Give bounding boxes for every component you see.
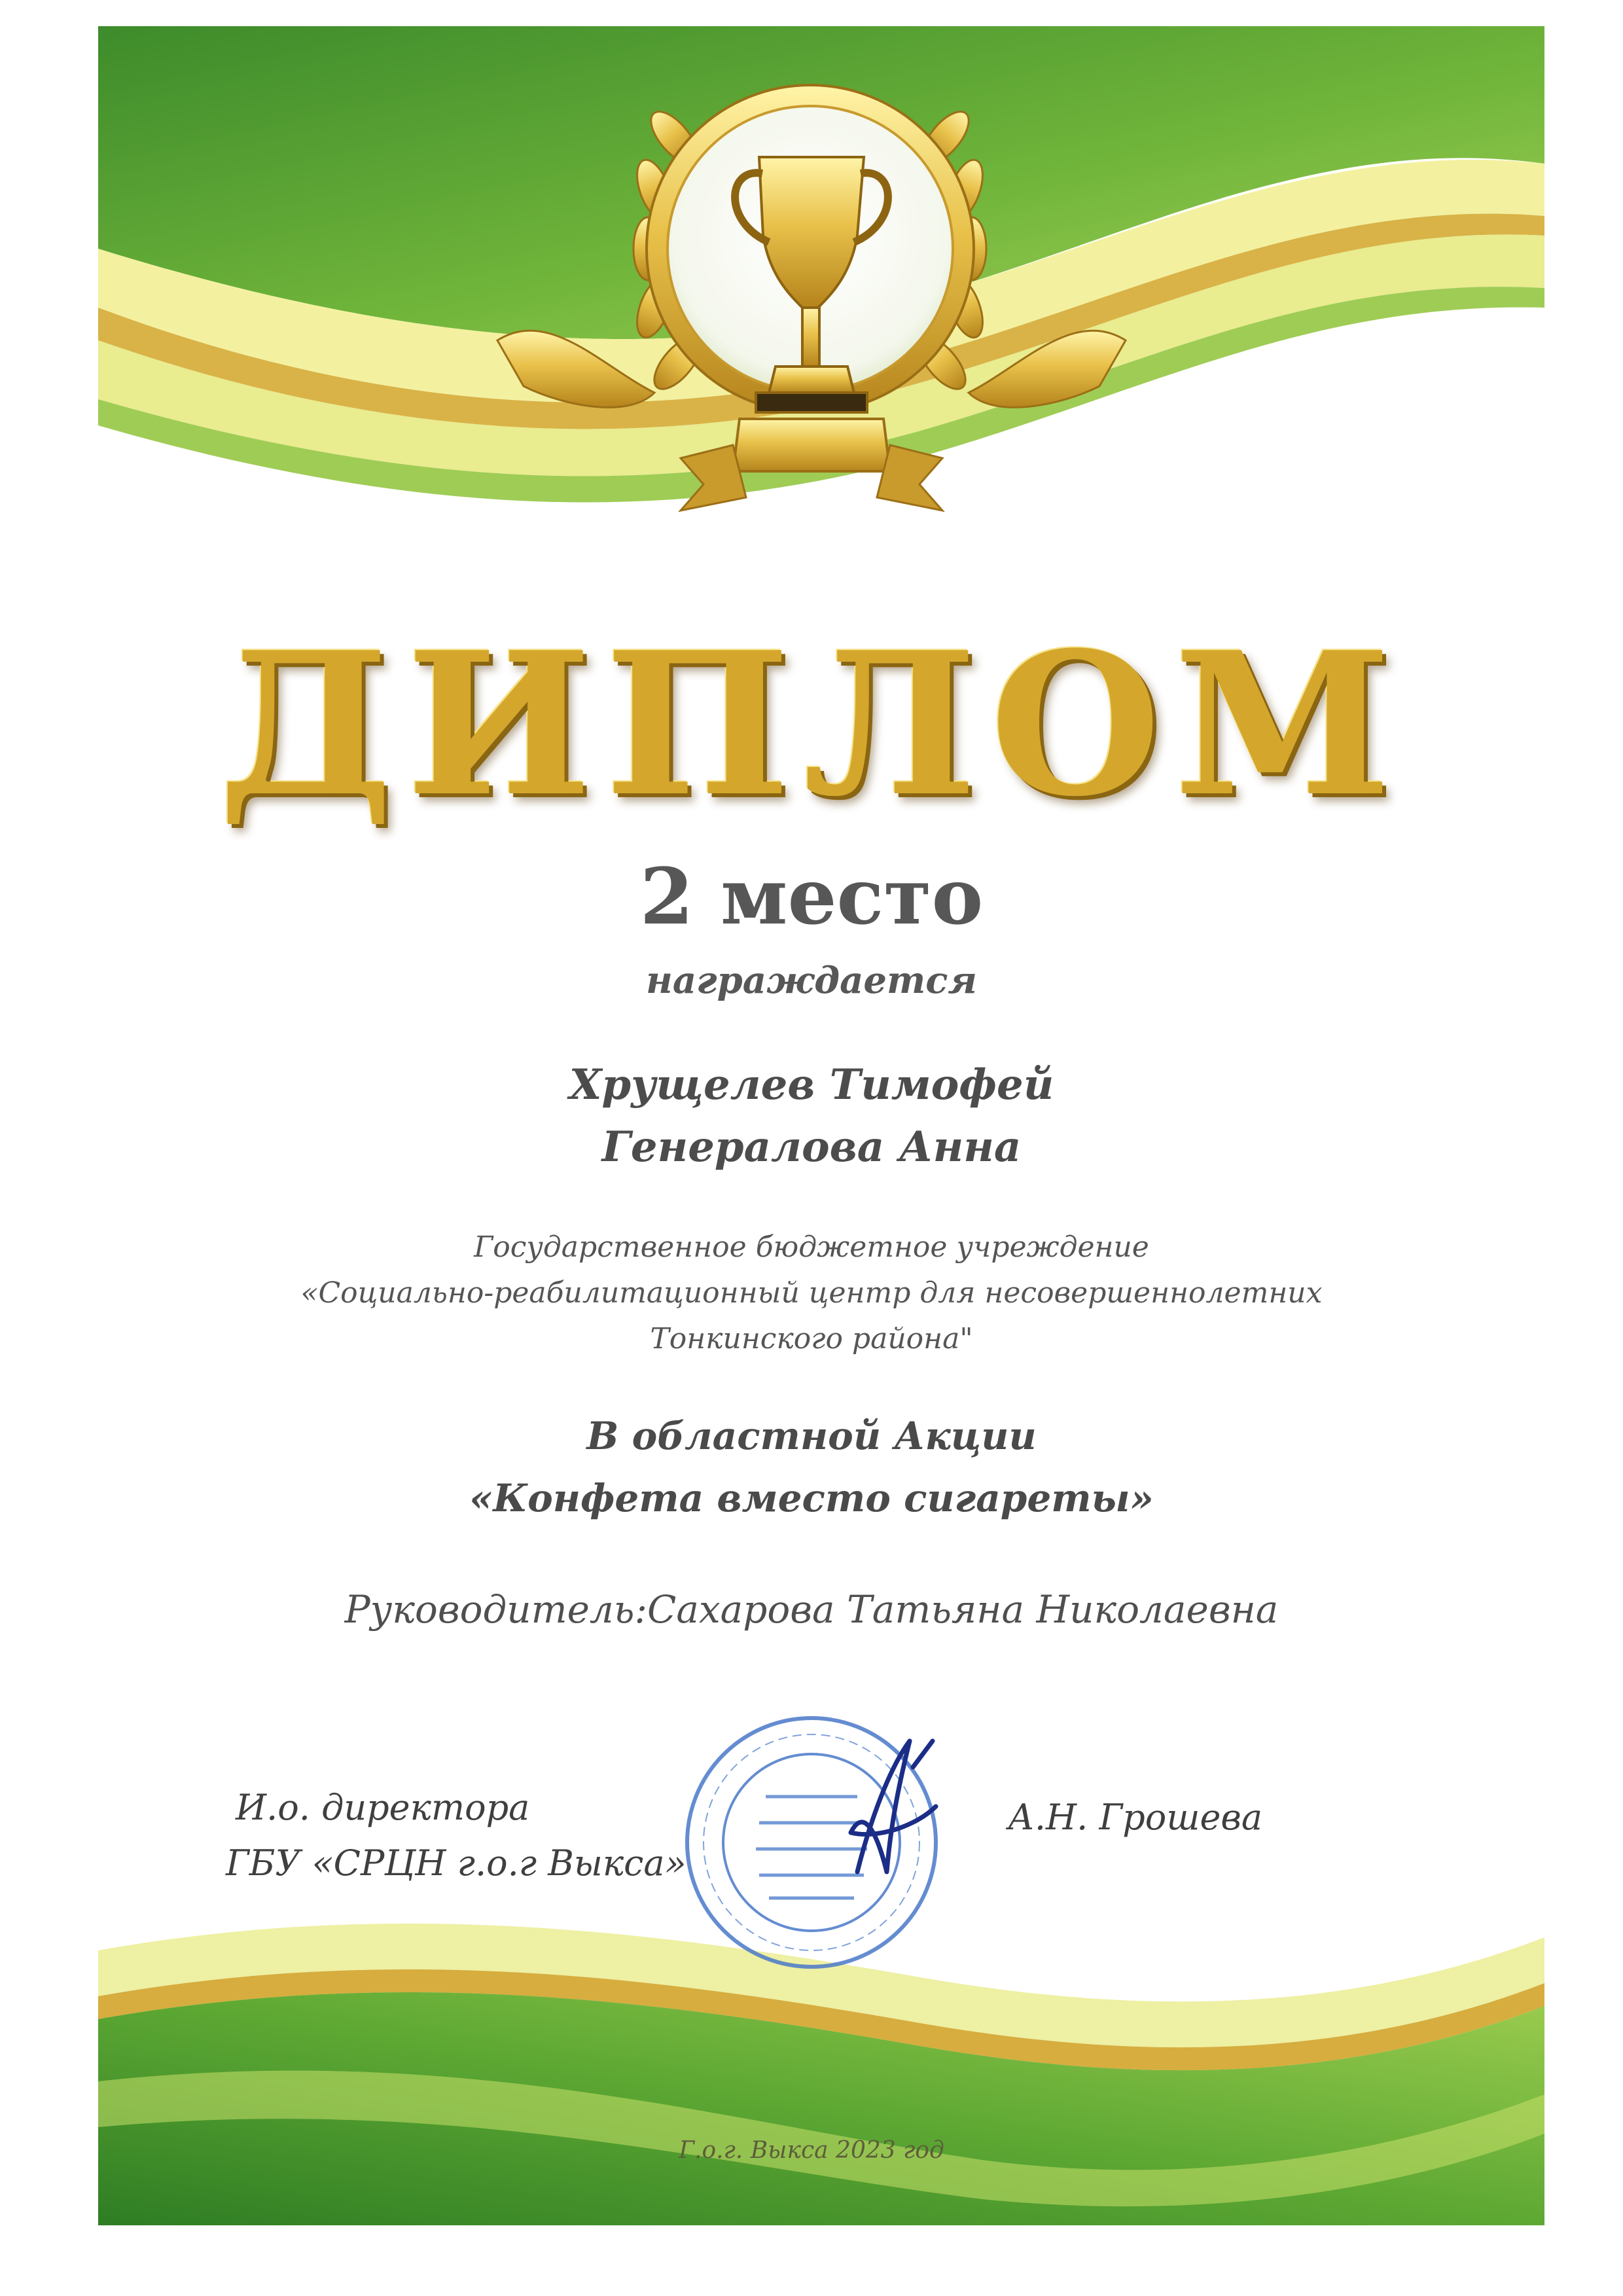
organization-line: Тонкинского района": [650, 1322, 973, 1355]
director-title: И.о. директора: [236, 1787, 530, 1828]
event-line: «Конфета вместо сигареты»: [469, 1476, 1154, 1520]
director-organization: ГБУ «СРЦН г.о.г Выкса»: [226, 1842, 687, 1884]
director-signature: [851, 1741, 936, 1872]
place-label: 2 место: [639, 851, 984, 942]
organization-line: Государственное бюджетное учреждение: [474, 1230, 1149, 1264]
leader-label: Руководитель:: [344, 1587, 647, 1632]
leader-line: [0, 1587, 1623, 1632]
diploma-title: ДИПЛОМ: [218, 609, 1405, 840]
organization-line: «Социально-реабилитационный центр для несовершеннолетних: [300, 1276, 1323, 1310]
awarded-label: награждается: [646, 959, 977, 1002]
event-line: В областной Акции: [586, 1414, 1037, 1458]
leader-name: Сахарова Татьяна Николаевна: [647, 1587, 1279, 1632]
footer-place-year: Г.о.г. Выкса 2023 год: [679, 2137, 944, 2164]
recipient-name: Генералова Анна: [601, 1122, 1022, 1172]
signer-name: А.Н. Грошева: [1008, 1797, 1263, 1838]
recipient-name: Хрущелев Тимофей: [569, 1060, 1054, 1109]
